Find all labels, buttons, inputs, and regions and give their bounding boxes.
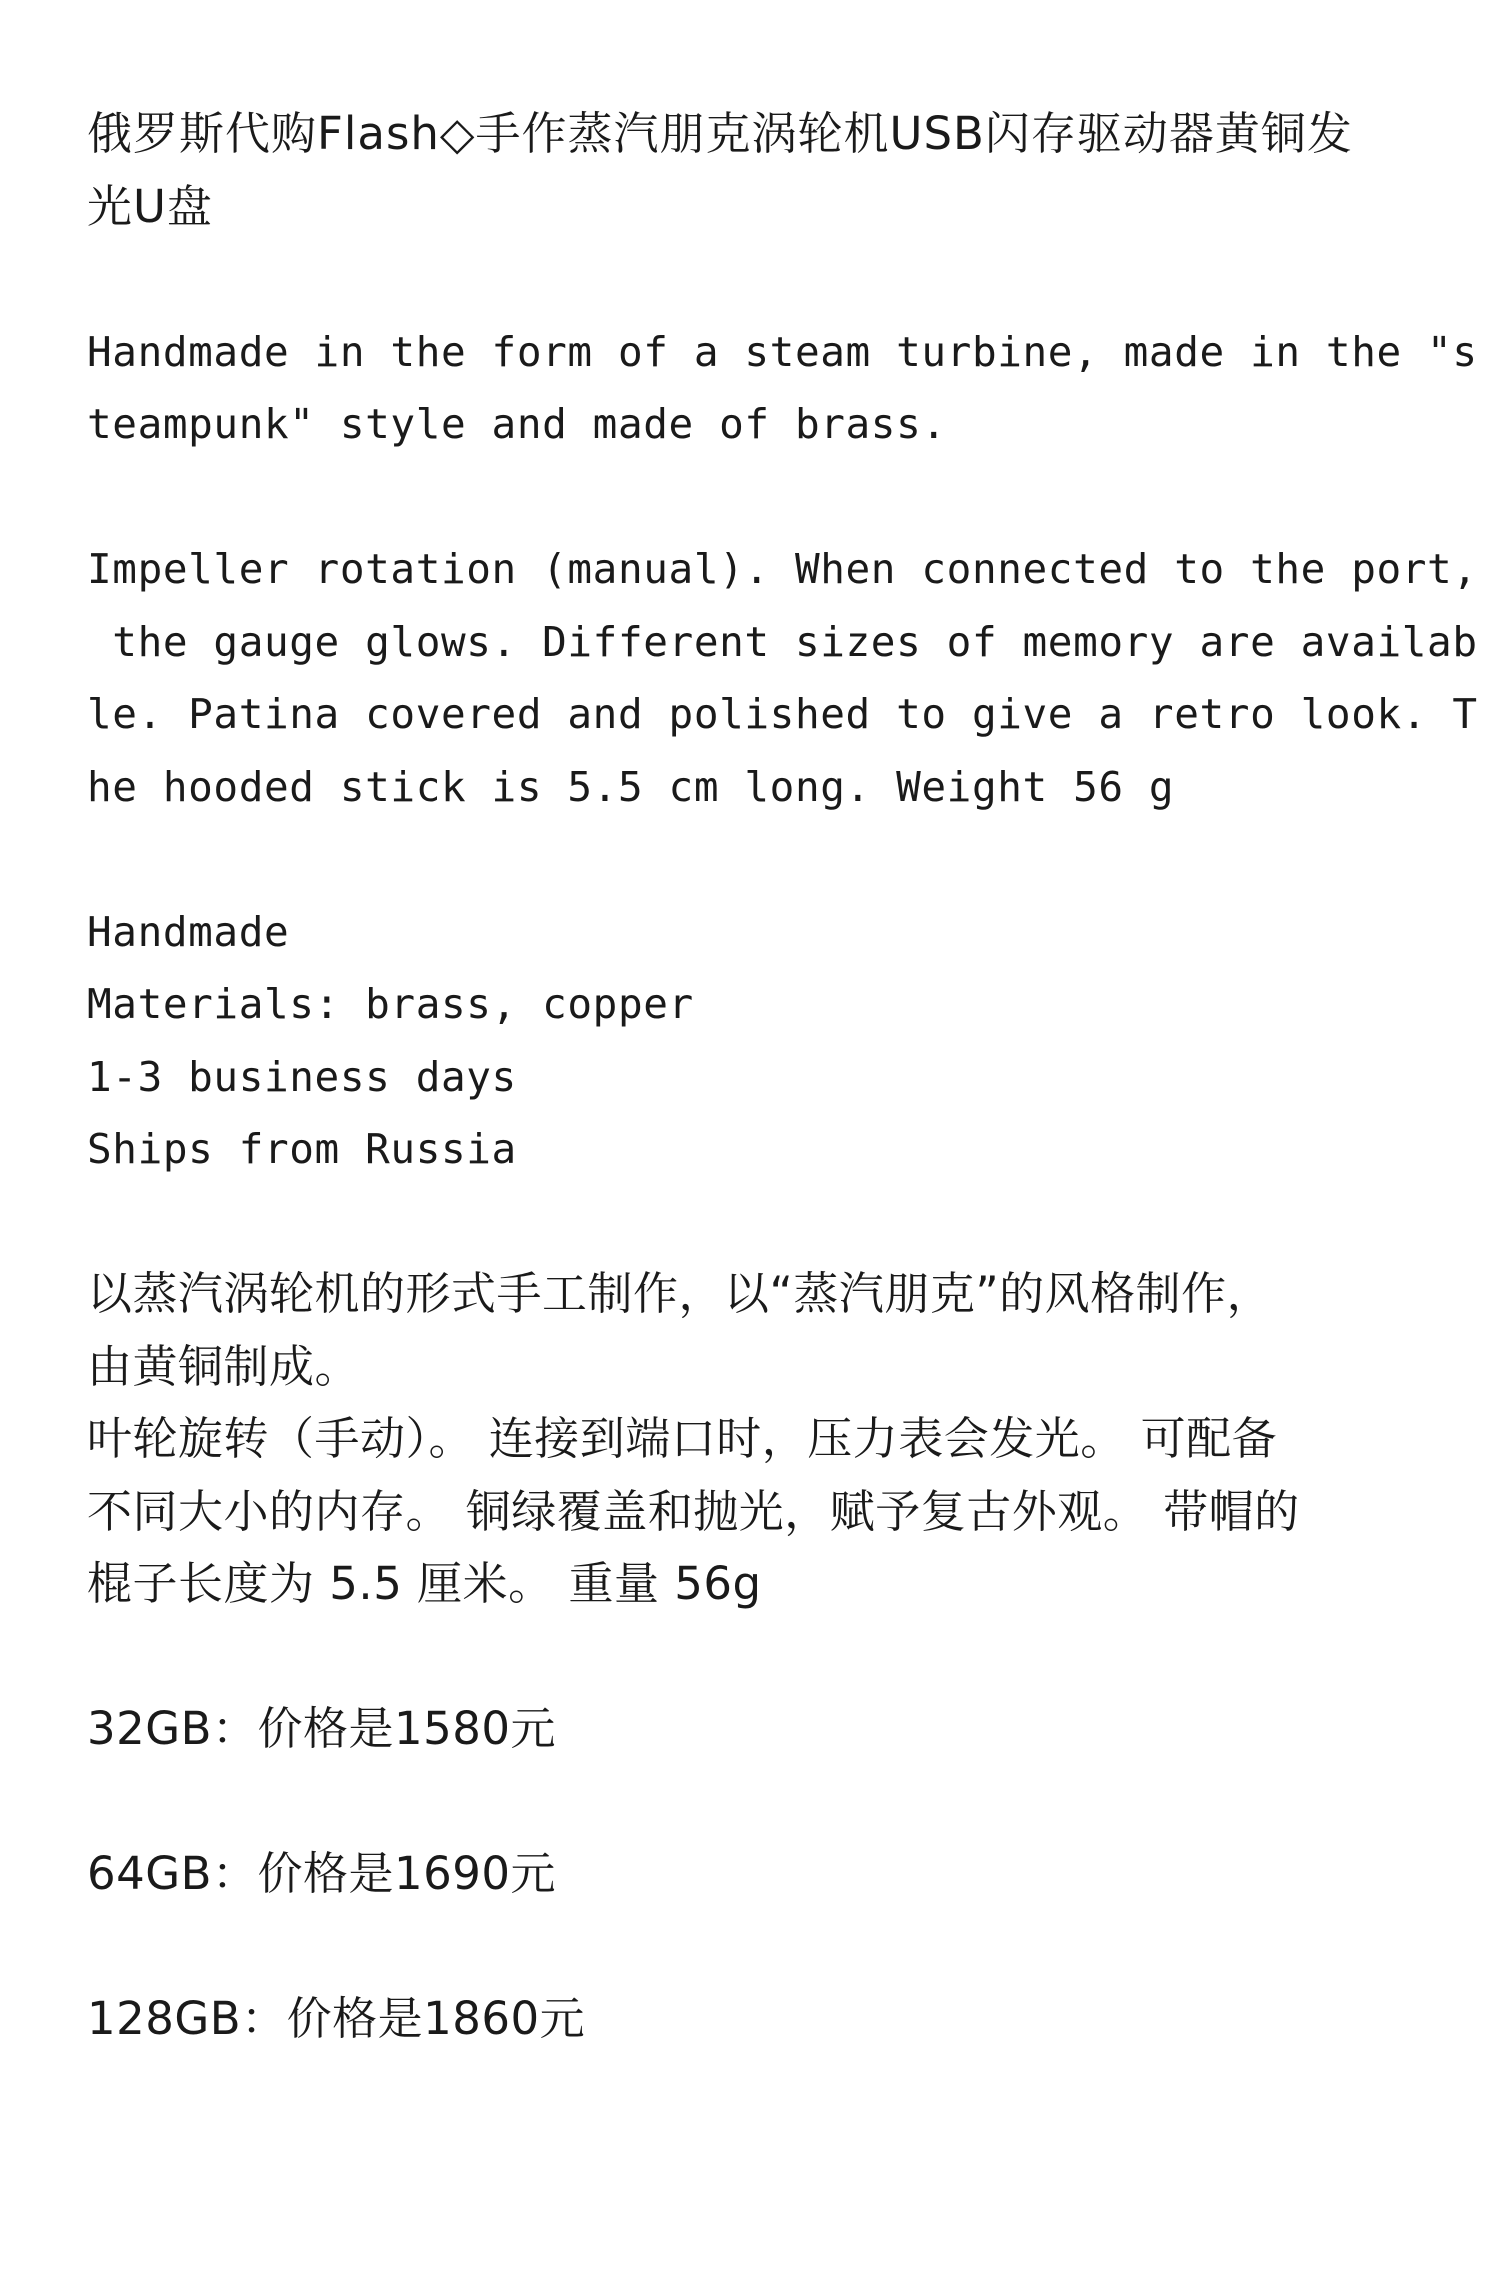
description-zh-line: 叶轮旋转（手动）。 连接到端口时，压力表会发光。 可配备 <box>87 1412 1278 1465</box>
spec-ships-from: Ships from Russia <box>87 1125 517 1173</box>
spacer <box>87 243 1427 316</box>
spacer <box>87 1911 1427 1984</box>
spec-materials: Materials: brass, copper <box>87 980 694 1028</box>
intro-en-line: teampunk" style and made of brass. <box>87 400 947 448</box>
details-en-line: Impeller rotation (manual). When connected to the port, <box>87 545 1478 593</box>
spec-shipping-time: 1-3 business days <box>87 1052 517 1101</box>
price-64gb: 64GB：价格是1690元 <box>87 1847 557 1900</box>
description-zh-line: 由黄铜制成。 <box>87 1339 361 1393</box>
intro-en-line: Handmade in the form of a steam turbine, made in the "s <box>87 327 1478 376</box>
spacer <box>87 461 1427 534</box>
description-zh-line: 以蒸汽涡轮机的形式手工制作，以“蒸汽朋克”的风格制作， <box>87 1267 1273 1320</box>
details-en-line: le. Patina covered and polished to give a retro look. T <box>87 690 1478 738</box>
product-description <box>87 98 1478 2056</box>
description-zh-line: 棍子长度为 5.5 厘米。 重量 56g <box>87 1557 762 1610</box>
spacer <box>87 823 1427 896</box>
product-title-line-1: 俄罗斯代购Flash◇手作蒸汽朋克涡轮机USB闪存驱动器黄铜发 <box>87 107 1353 160</box>
details-en-line: he hooded stick is 5.5 cm long. Weight 56 g <box>87 762 1175 811</box>
description-zh-line: 不同大小的内存。 铜绿覆盖和抛光，赋予复古外观。 带帽的 <box>87 1484 1300 1538</box>
spec-handmade: Handmade <box>87 907 290 956</box>
spacer <box>87 1186 1427 1259</box>
price-128gb: 128GB：价格是1860元 <box>87 1992 586 2045</box>
spacer <box>87 1621 1427 1694</box>
details-en-line: the gauge glows. Different sizes of memory are availab <box>87 617 1478 666</box>
spacer <box>87 1766 1427 1839</box>
product-title-line-2: 光U盘 <box>87 179 213 233</box>
price-32gb: 32GB：价格是1580元 <box>87 1702 557 1755</box>
